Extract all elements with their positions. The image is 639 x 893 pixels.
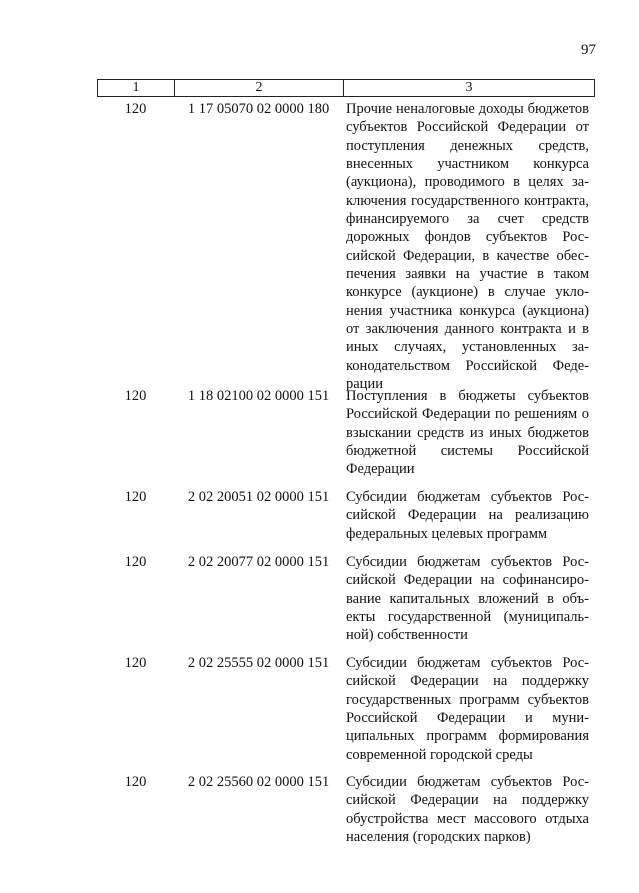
budget-code-cell: 2 02 20077 02 0000 151 xyxy=(187,554,330,570)
admin-code-cell: 120 xyxy=(124,388,147,404)
budget-code-cell: 2 02 20051 02 0000 151 xyxy=(187,489,330,505)
revenue-name-cell: Прочие неналоговые доходы бюджетов субъектов Российской Федерации от поступления денежных средств, внесенных участником конкурса (аукциона), проводимого в целях заключения государственного контракта, финансируемого за счет средств дорожных фондов субъектов Российской Федерации, в качестве обеспечения заявки на участие в таком конкурсе (аукционе) в случае уклонения участника конкурса (аукциона) от заключения данного контракта и в иных случаях, установленных законодательством Российской Федерации xyxy=(346,101,589,393)
header-cell-col-2: 2 xyxy=(175,80,344,96)
page-number: 97 xyxy=(581,42,596,58)
budget-code-cell: 2 02 25560 02 0000 151 xyxy=(187,774,330,790)
revenue-name-cell: Субсидии бюджетам субъектов Российской Федерации на реализацию федеральных целевых программ xyxy=(346,489,589,542)
admin-code-cell: 120 xyxy=(124,489,147,505)
table-header xyxy=(97,79,595,97)
revenue-name-cell: Субсидии бюджетам субъектов Российской Федерации на поддержку обустройства мест массового отдыха населения (городских парков) xyxy=(346,774,589,846)
admin-code-cell: 120 xyxy=(124,101,147,117)
admin-code-cell: 120 xyxy=(124,554,147,570)
revenue-name-cell: Субсидии бюджетам субъектов Российской Федерации на софинансирование капитальных вложений в объекты государственной (муниципальной) собственности xyxy=(346,554,589,644)
budget-code-cell: 2 02 25555 02 0000 151 xyxy=(187,655,330,671)
header-cell-col-1: 1 xyxy=(98,80,175,96)
budget-code-cell: 1 18 02100 02 0000 151 xyxy=(187,388,330,404)
admin-code-cell: 120 xyxy=(124,655,147,671)
header-cell-col-3: 3 xyxy=(465,80,473,95)
revenue-name-cell: Поступления в бюджеты субъектов Российской Федерации по решениям о взыскании средств из иных бюджетов бюджетной системы Российской Федерации xyxy=(346,388,589,478)
admin-code-cell: 120 xyxy=(124,774,147,790)
budget-code-cell: 1 17 05070 02 0000 180 xyxy=(187,101,330,117)
revenue-name-cell: Субсидии бюджетам субъектов Российской Федерации на поддержку государственных программ субъектов Российской Федерации и муниципальных программ формирования современной городской среды xyxy=(346,655,589,763)
